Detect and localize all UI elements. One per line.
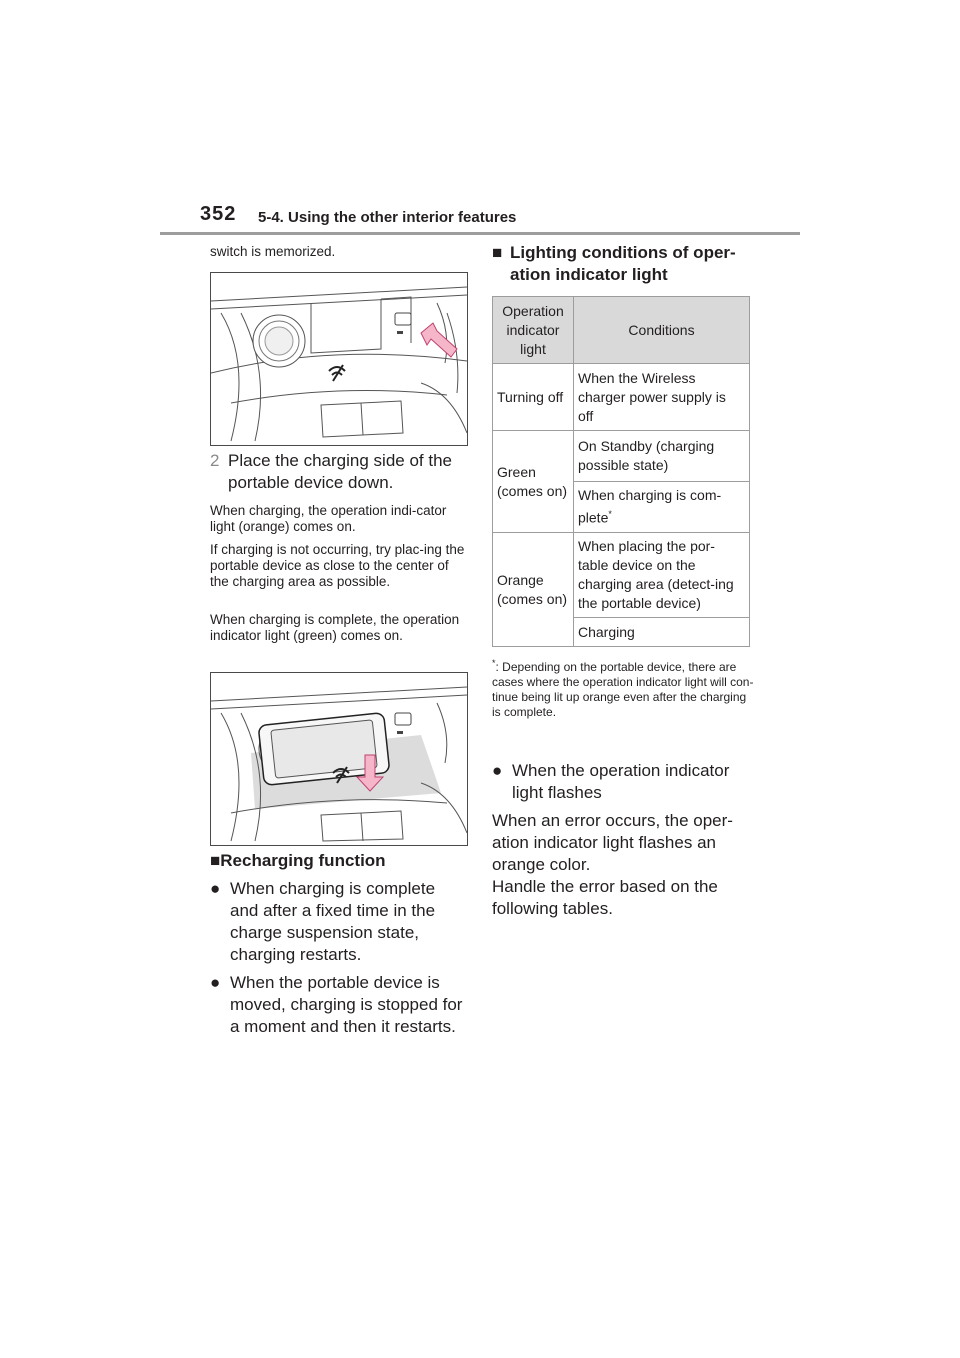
column-header-conditions: Conditions [574, 297, 750, 364]
asterisk-mark: * [492, 658, 496, 668]
note-charging-orange: When charging, the operation indi-cator light (orange) comes on. [210, 503, 447, 534]
table-row [493, 533, 750, 618]
charger-switch-illustration [211, 273, 467, 445]
condition-cell: When placing the por-table device on the charging area (detect-ing the portable device) [574, 533, 750, 618]
figure-device-placed [210, 672, 468, 846]
step-2 [210, 450, 466, 494]
flash-description: When an error occurs, the oper-ation indicator light flashes an orange color. [492, 811, 733, 874]
step-number: 2 [210, 451, 220, 470]
condition-cell: When charging is com-plete* [574, 482, 750, 533]
condition-cell: On Standby (charging possible state) [574, 431, 750, 482]
bullet-dot-icon: ● [492, 761, 503, 780]
condition-cell: Charging [574, 618, 750, 647]
page-number: 352 [200, 203, 237, 225]
asterisk-mark: * [608, 509, 612, 520]
lighting-heading: ■ Lighting conditions of oper-ation indicator light [492, 243, 736, 284]
section-title: 5-4. Using the other interior features [258, 209, 517, 226]
bullet-item: ● When charging is complete and after a fixed time in the charge suspension state, charging restarts. [210, 879, 436, 964]
note-not-charging: If charging is not occurring, try plac-ing the portable device as close to the center of the charging area as possible. [210, 542, 465, 589]
header-rule [160, 232, 800, 235]
note-charging-complete: When charging is complete, the operation indicator light (green) comes on. [210, 612, 460, 643]
column-header-light: Operation indicator light [493, 297, 574, 364]
light-cell: Turning off [493, 364, 574, 431]
step-2-text: Place the charging side of the portable device down. [228, 451, 452, 492]
light-cell: Green (comes on) [493, 431, 574, 533]
device-placement-illustration [211, 673, 467, 845]
figure-wireless-charger-switch [210, 272, 468, 446]
bullet-item: ● When the portable device is moved, charging is stopped for a moment and then it restarts. [210, 973, 463, 1036]
light-cell: Orange (comes on) [493, 533, 574, 647]
table-row [493, 364, 750, 431]
recharging-heading: ■Recharging function [210, 851, 386, 870]
table-row [493, 431, 750, 482]
flash-instruction: Handle the error based on the following tables. [492, 877, 718, 918]
bullet-item: ● When the operation indicator light flashes [492, 761, 730, 802]
bullet-dot-icon: ● [210, 879, 221, 898]
square-bullet-icon: ■ [492, 243, 503, 262]
square-bullet-icon: ■ [210, 851, 221, 870]
condition-cell: When the Wireless charger power supply is off [574, 364, 750, 431]
footnote: *: Depending on the portable device, there are cases where the operation indicator light will con-tinue being lit up orange even after the charging is complete. [492, 658, 754, 719]
lighting-conditions-table [492, 296, 750, 647]
bullet-dot-icon: ● [210, 973, 221, 992]
intro-text: switch is memorized. [210, 244, 336, 259]
table-header-row [493, 297, 750, 364]
